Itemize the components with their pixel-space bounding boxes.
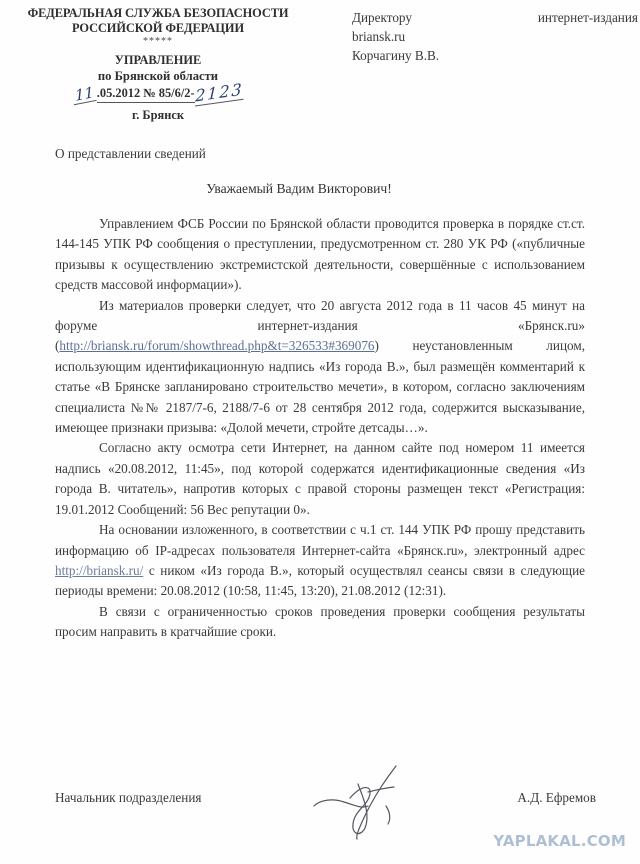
signatory-name: А.Д. Ефремов	[517, 790, 596, 805]
org-name-line-2: РОССИЙСКОЙ ФЕДЕРАЦИИ	[72, 20, 244, 35]
handwritten-day: 11	[73, 82, 95, 105]
p4-text-after-link: с ником «Из города В.», который осуществлял сеансы связи в следующие периоды времени: 20.08.2012 (10:58, 11:45, 13:20), 21.08.2012 (12:31).	[55, 562, 585, 599]
issuing-organization-block	[8, 6, 308, 122]
letterhead	[0, 0, 640, 140]
handwritten-signature-icon	[310, 762, 430, 842]
letter-body	[55, 214, 585, 643]
addressee-role: Директору	[352, 10, 412, 25]
p4-text-before-link: На основании изложенного, в соответствии с ч.1 ст. 144 УПК РФ прошу представить информацию об IP-адресах пользователя Интернет-сайта «Брянск.ru», электронный адрес	[55, 522, 585, 558]
department-name: УПРАВЛЕНИЕ	[114, 53, 202, 68]
addressee-site: briansk.ru	[352, 29, 406, 45]
registration-line	[8, 78, 308, 106]
site-homepage-link[interactable]: http://briansk.ru/	[55, 562, 144, 578]
body-paragraph-5: В связи с ограниченностью сроков проведения проверки сообщения результаты просим направить в кратчайшие сроки.	[55, 603, 585, 640]
salutation: Уважаемый Вадим Викторович!	[206, 181, 392, 196]
body-paragraph-3: Согласно акту осмотра сети Интернет, на данном сайте под номером 11 имеется надпись «20.08.2012, 11:45», под которой содержатся идентификационные сведения «Из города В. читатель», напротив которых с правой стороны размещен текст «Регистрация: 19.01.2012 Сообщений: 56 Вес репутации 0».	[55, 440, 585, 517]
signature-block	[55, 790, 608, 830]
subject-line: О представлении сведений	[55, 146, 206, 161]
p2-text-after-link: ) неустановленным лицом, использующим идентификационную надпись «Из города В.», был размещён комментарий к статье «В Брянске запланировано строительство мечети», в котором, согласно заключениям специалиста №№ 2187/7-6, 2188/7-6 от 28 сентября 2012 года, содержится высказывание, имеющее признаки призыва: «Долой мечети, стройте детсады…».	[55, 338, 585, 436]
site-watermark: YAPLAKAL.COM	[493, 832, 626, 850]
org-name-line-1: ФЕДЕРАЛЬНАЯ СЛУЖБА БЕЗОПАСНОСТИ	[27, 6, 289, 20]
handwritten-registration-number: 2123	[194, 78, 244, 106]
department-region: по Брянской области	[97, 68, 219, 83]
addressee-org-kind: интернет-издания	[537, 10, 638, 25]
separator-stars: *****	[143, 36, 173, 48]
body-paragraph-4	[55, 520, 585, 602]
p2-text-before-link: Из материалов проверки следует, что 20 августа 2012 года в 11 часов 45 минут на форуме интернет-издания «Брянск.ru» (	[55, 297, 585, 354]
addressee-role-line	[352, 8, 638, 27]
addressee-block	[352, 8, 638, 65]
addressee-name: Корчагину В.В.	[352, 48, 440, 64]
forum-thread-link[interactable]: http://briansk.ru/forum/showthread.php&t=326533#369076	[59, 338, 375, 354]
signatory-title: Начальник подразделения	[55, 790, 202, 805]
issuing-city: г. Брянск	[132, 107, 184, 122]
registration-static-text: .05.2012 № 85/6/2-	[97, 86, 195, 103]
body-paragraph-1: Управлением ФСБ России по Брянской области проводится проверка в порядке ст.ст. 144-145 УПК РФ сообщения о преступлении, предусмотренном ст. 280 УК РФ («публичные призывы к осуществлению экстремистской деятельности, совершённые с использованием средств массовой информации»).	[55, 216, 585, 293]
body-paragraph-2	[55, 296, 585, 439]
